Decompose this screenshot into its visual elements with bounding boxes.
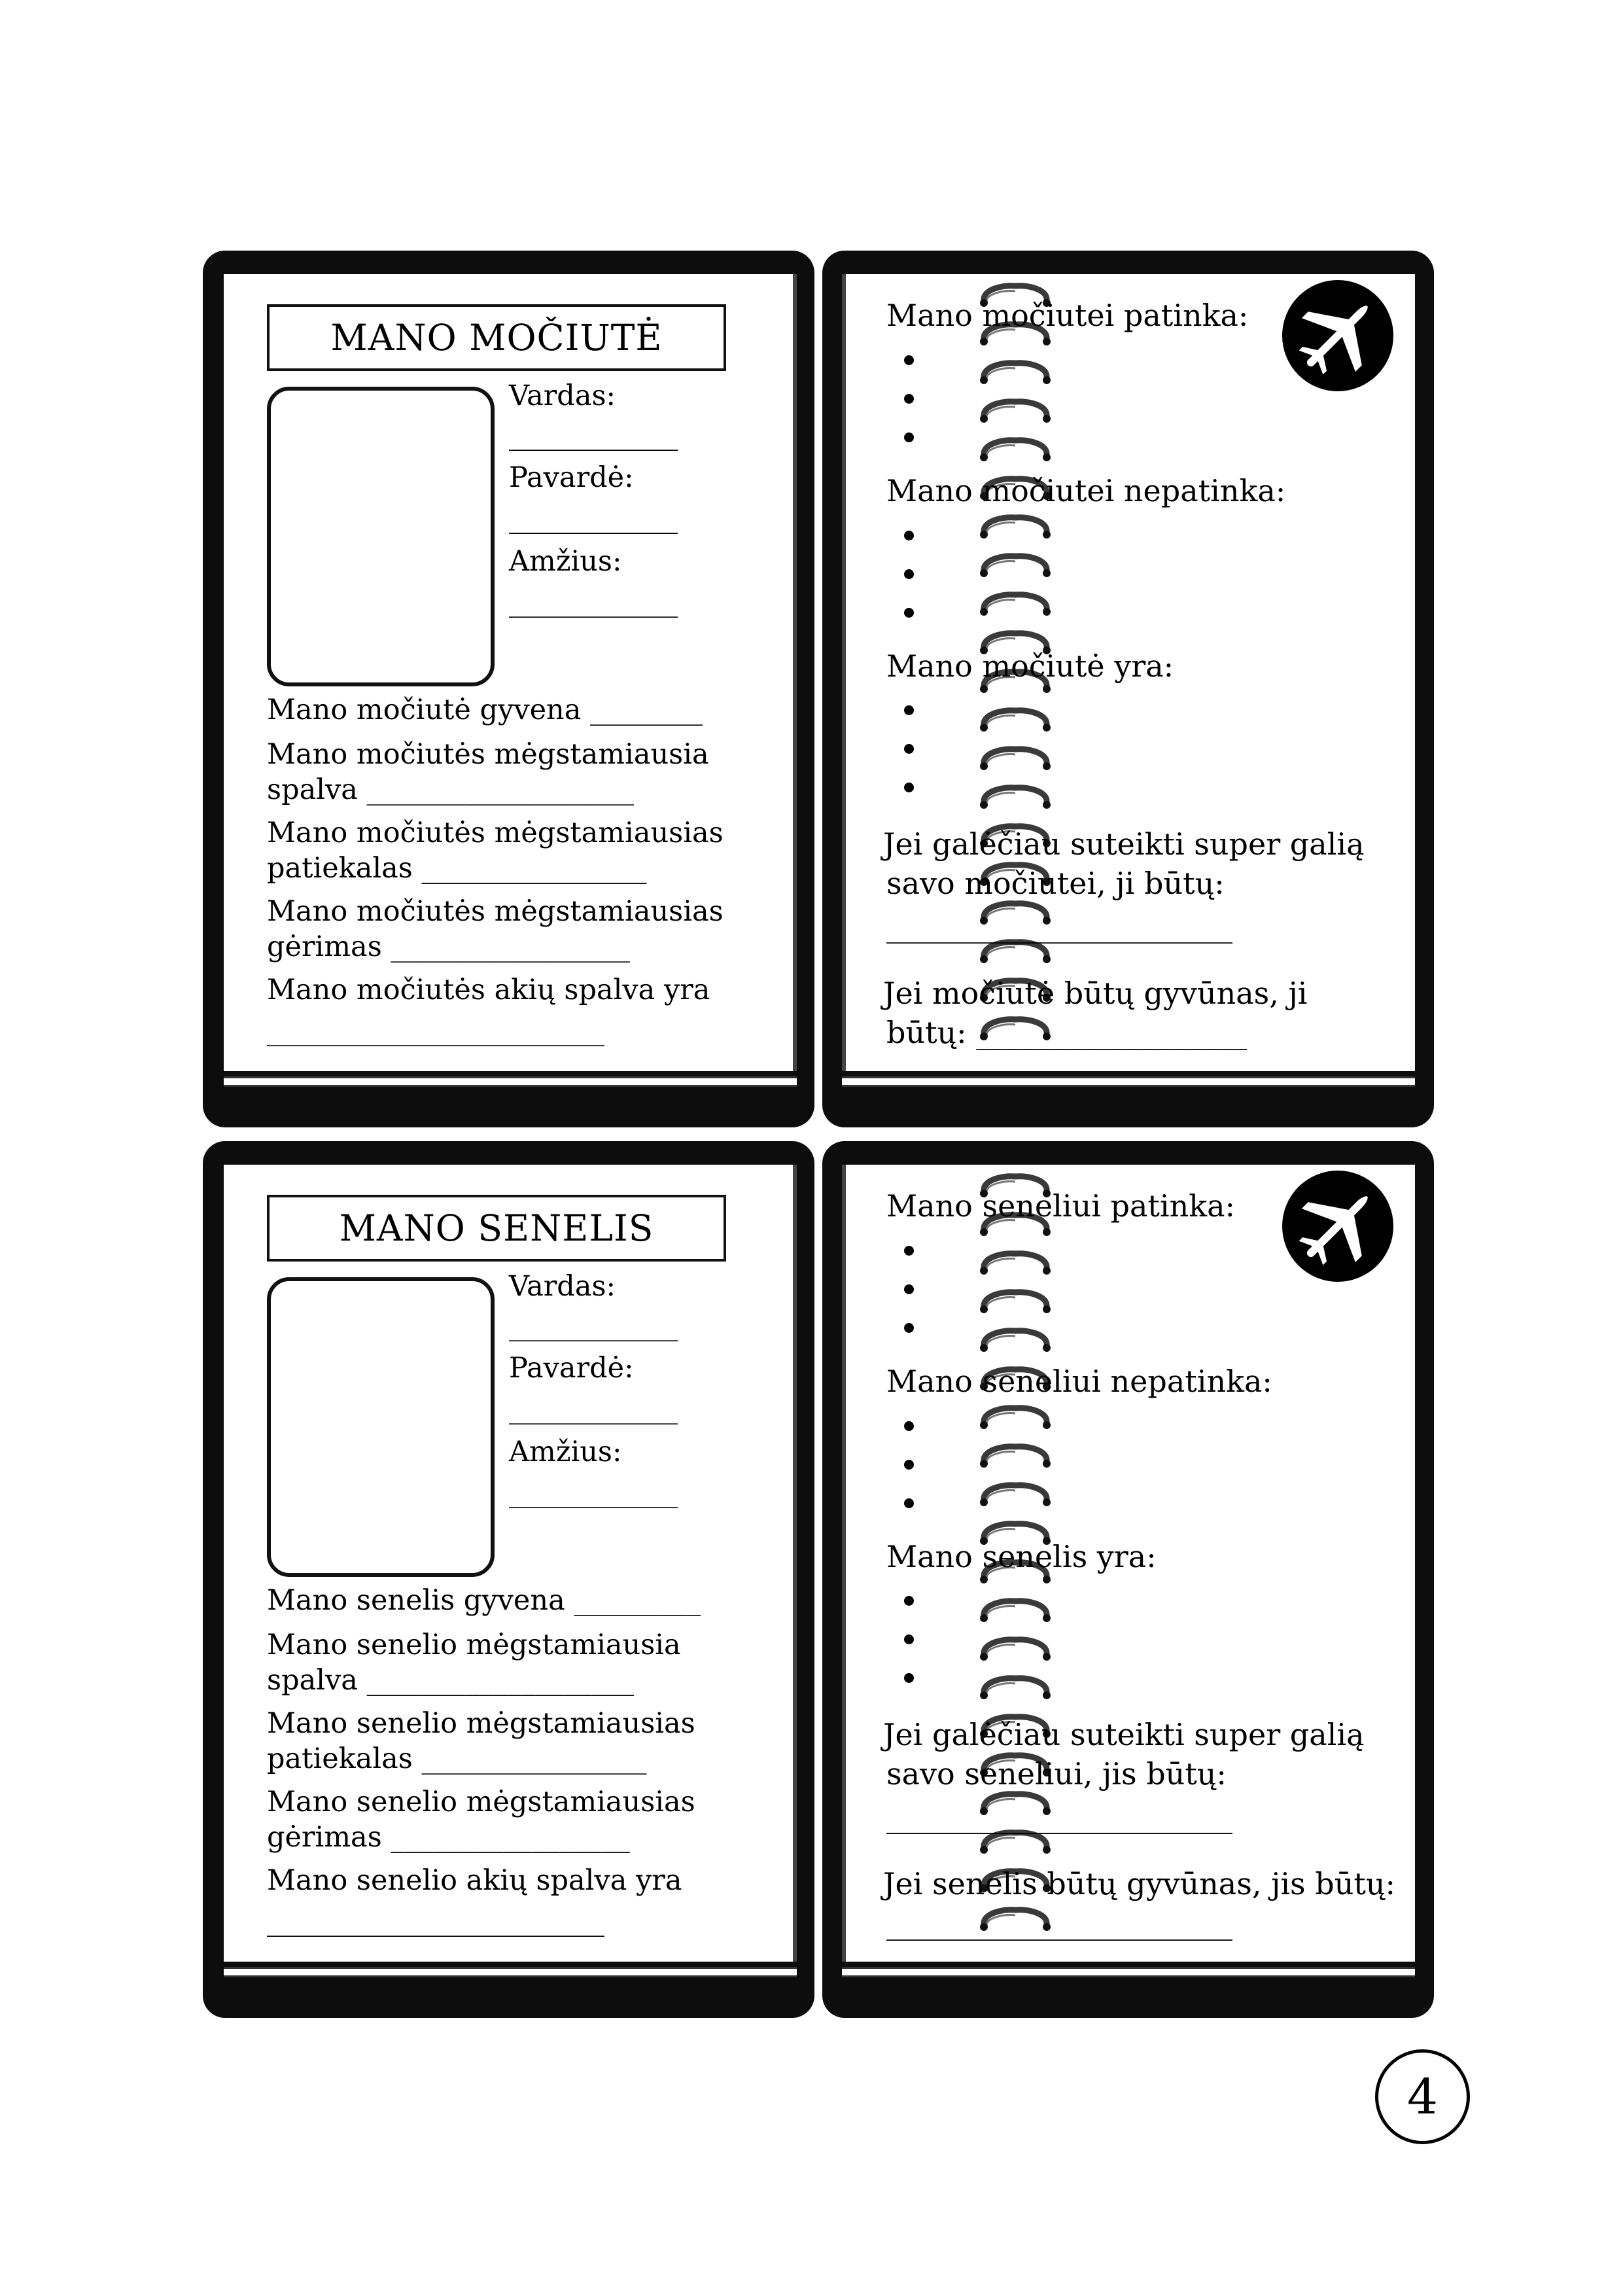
animal-field[interactable]: būtų: __________________ xyxy=(886,1015,1248,1050)
bullet[interactable] xyxy=(904,1634,914,1644)
eyes-prompt: Mano senelio akių spalva yra xyxy=(267,1864,682,1897)
bullet[interactable] xyxy=(904,1460,914,1470)
bullet[interactable] xyxy=(904,1421,914,1431)
age-field[interactable]: ____________ xyxy=(509,1476,678,1509)
dislikes-heading: Mano močiutei nepatinka: xyxy=(886,473,1286,508)
bullet[interactable] xyxy=(904,433,914,442)
likes-heading: Mano seneliui patinka: xyxy=(886,1188,1236,1224)
power-prompt: Jei galėčiau suteikti super galią xyxy=(883,1717,1365,1752)
page-number-text: 4 xyxy=(1406,2068,1439,2125)
bullet[interactable] xyxy=(904,355,914,365)
age-label: Amžius: xyxy=(509,545,622,578)
binding-ring xyxy=(980,1601,1051,1622)
notebook-grandpa xyxy=(203,1141,1434,2018)
is-heading: Mano močiutė yra: xyxy=(886,648,1174,684)
bullet[interactable] xyxy=(904,1246,914,1256)
power-prompt: Jei galėčiau suteikti super galią xyxy=(883,826,1365,862)
page-edge xyxy=(224,1967,797,1977)
page-title xyxy=(267,304,726,371)
power-field[interactable]: _______________________ xyxy=(886,1799,1232,1834)
is-heading: Mano senelis yra: xyxy=(886,1539,1157,1574)
color-prompt: Mano senelio mėgstamiausia xyxy=(267,1629,681,1661)
eyes-field[interactable]: ________________________ xyxy=(267,1905,604,1937)
likes-heading: Mano močiutei patinka: xyxy=(886,298,1249,333)
binding-ring xyxy=(980,749,1051,770)
lives-prompt[interactable]: Mano močiutė gyvena ________ xyxy=(267,694,703,726)
bullet[interactable] xyxy=(904,531,914,540)
bullet[interactable] xyxy=(904,1323,914,1333)
binding-ring xyxy=(980,1485,1051,1506)
page-edge xyxy=(842,1076,1415,1087)
drink-field[interactable]: gėrimas _________________ xyxy=(267,930,630,963)
photo-frame[interactable] xyxy=(267,1277,495,1577)
page-number xyxy=(1375,2049,1470,2144)
binding-ring xyxy=(980,1833,1051,1854)
title-text: MANO SENELIS xyxy=(339,1207,654,1249)
animal-prompt: Jei močiutė būtų gyvūnas, ji xyxy=(883,976,1308,1011)
page-edge xyxy=(224,1076,797,1087)
binding-ring xyxy=(980,595,1051,616)
bullet[interactable] xyxy=(904,783,914,792)
bullet[interactable] xyxy=(904,608,914,618)
lives-prompt[interactable]: Mano senelis gyvena _________ xyxy=(267,1584,701,1617)
name-label: Vardas: xyxy=(509,1270,616,1303)
binding-ring xyxy=(980,556,1051,577)
drink-prompt: Mano močiutės mėgstamiausias xyxy=(267,895,724,928)
binding-ring xyxy=(980,363,1051,384)
color-field[interactable]: spalva ___________________ xyxy=(267,773,635,806)
binding-ring xyxy=(980,518,1051,539)
bullet[interactable] xyxy=(904,1284,914,1294)
binding-ring xyxy=(980,1292,1051,1313)
color-field[interactable]: spalva ___________________ xyxy=(267,1664,635,1697)
binding-ring xyxy=(980,440,1051,461)
power-field[interactable]: _______________________ xyxy=(886,908,1232,944)
binding-ring xyxy=(980,1254,1051,1275)
age-field[interactable]: ____________ xyxy=(509,586,678,618)
power-prompt-2: savo seneliui, jis būtų: xyxy=(886,1756,1227,1792)
photo-frame[interactable] xyxy=(267,387,495,686)
bullet[interactable] xyxy=(904,705,914,715)
color-prompt: Mano močiutės mėgstamiausia xyxy=(267,738,709,771)
name-field[interactable]: ____________ xyxy=(509,419,678,451)
dislikes-heading: Mano seneliui nepatinka: xyxy=(886,1364,1272,1399)
binding-ring xyxy=(980,788,1051,809)
notebook-grandma xyxy=(203,251,1434,1127)
airplane-icon xyxy=(1282,1171,1393,1282)
page-edge xyxy=(842,1967,1415,1977)
title-text: MANO MOČIUTĖ xyxy=(330,317,663,359)
dish-field[interactable]: patiekalas ________________ xyxy=(267,1742,647,1775)
drink-field[interactable]: gėrimas _________________ xyxy=(267,1821,630,1854)
airplane-icon xyxy=(1282,280,1393,391)
binding-ring xyxy=(980,1408,1051,1429)
bullet[interactable] xyxy=(904,1498,914,1508)
dish-prompt: Mano senelio mėgstamiausias xyxy=(267,1707,695,1740)
binding-ring xyxy=(980,402,1051,423)
surname-field[interactable]: ____________ xyxy=(509,502,678,535)
animal-field[interactable]: _______________________ xyxy=(886,1905,1232,1941)
dish-field[interactable]: patiekalas ________________ xyxy=(267,852,647,885)
binding-ring xyxy=(980,711,1051,732)
surname-label: Pavardė: xyxy=(509,1352,634,1385)
drink-prompt: Mano senelio mėgstamiausias xyxy=(267,1786,695,1818)
bullet[interactable] xyxy=(904,394,914,404)
binding-ring xyxy=(980,1678,1051,1699)
bullet[interactable] xyxy=(904,1673,914,1683)
binding-ring xyxy=(980,942,1051,963)
dish-prompt: Mano močiutės mėgstamiausias xyxy=(267,817,724,849)
bullet[interactable] xyxy=(904,1596,914,1606)
animal-prompt: Jei senelis būtų gyvūnas, jis būtų: xyxy=(883,1866,1395,1901)
age-label: Amžius: xyxy=(509,1436,622,1468)
binding-ring xyxy=(980,1447,1051,1468)
bullet[interactable] xyxy=(904,744,914,754)
bullet[interactable] xyxy=(904,569,914,579)
surname-label: Pavardė: xyxy=(509,461,634,494)
power-prompt-2: savo močiutei, ji būtų: xyxy=(886,866,1225,901)
eyes-field[interactable]: ________________________ xyxy=(267,1014,604,1047)
name-field[interactable]: ____________ xyxy=(509,1309,678,1342)
surname-field[interactable]: ____________ xyxy=(509,1392,678,1425)
binding-ring xyxy=(980,1640,1051,1661)
binding-ring xyxy=(980,1331,1051,1352)
eyes-prompt: Mano močiutės akių spalva yra xyxy=(267,974,710,1006)
page-title xyxy=(267,1195,726,1262)
name-label: Vardas: xyxy=(509,380,616,412)
